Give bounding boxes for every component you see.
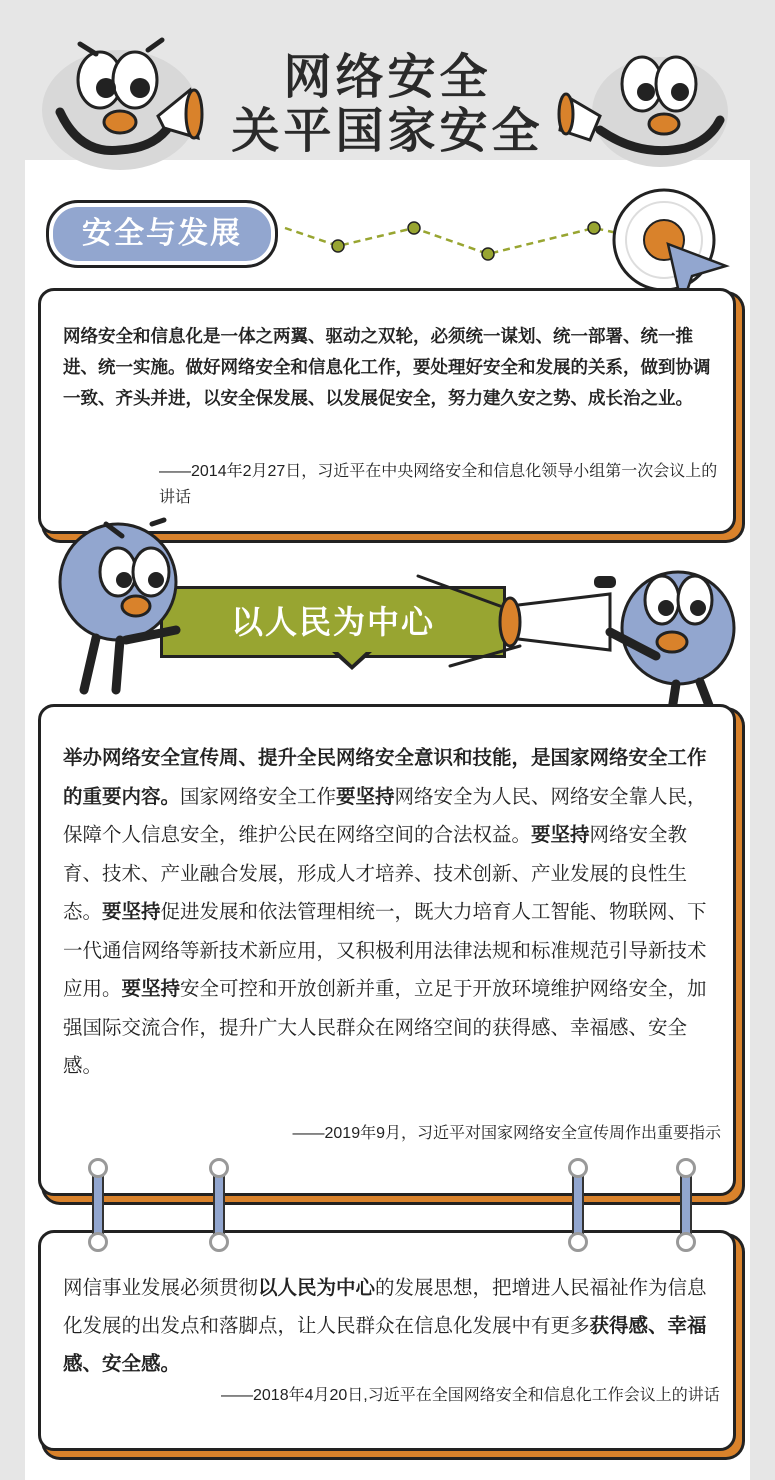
card2-bold-3: 要坚持 [531,824,590,846]
binder-ring [572,1166,584,1244]
binder-ring [680,1166,692,1244]
card3-text-1: 网信事业发展必须贯彻 [63,1277,259,1299]
card3-bold-1: 以人民为中心 [258,1277,376,1299]
card2-bold-4: 要坚持 [102,901,161,923]
mascot-blue-right-icon [600,560,740,720]
card1-body: 网络安全和信息化是一体之两翼、驱动之双轮，必须统一谋划、统一部署、统一推进、统一实施。做好网络安全和信息化工作，要处理好安全和发展的关系，做到协调一致、齐头并进，以安全保发展、以发展促安全，努力建久安之势、成长治之业。 [63,326,711,408]
binder-ring [92,1166,104,1244]
card2-text-3: 网络安全教育、技术、产业融合发展，形成人才培养、技术创新、产业发展的良性生态。 [63,824,688,923]
card2-quote: ——2019年9月，习近平对国家网络安全宣传周作出重要指示 [292,1125,721,1142]
section-label-people-centered: 以人民为中心 [160,586,506,658]
section-label-security-development: 安全与发展 [46,200,278,268]
card2-text-2: 网络安全为人民、网络安全靠人民，保障个人信息安全，维护公民在网络空间的合法权益。 [63,785,707,846]
card2-bold-5: 要坚持 [121,978,181,1000]
card-people-centered [38,704,736,1196]
title-line-2: 关平国家安全 [231,103,544,159]
binder-ring [213,1166,225,1244]
card2-body [63,739,715,1086]
card2-bold-1: 举办网络安全宣传周、提升全民网络安全意识和技能，是国家网络安全工作的重要内容。 [63,747,707,808]
title-line-1: 网络安全 [283,49,492,105]
card3-text-2: 的发展思想，把增进人民福祉作为信息化发展的出发点和落脚点，让人民群众在信息化发展中有更多 [63,1277,707,1337]
card3-quote: ——2018年4月20日,习近平在全国网络安全和信息化工作会议上的讲话 [221,1387,720,1404]
card2-text-4: 促进发展和依法管理相统一，既大力培育人工智能、物联网、下一代通信网络等新技术新应用，又积极利用法律法规和标准规范引导新技术应用。 [63,901,707,1000]
mascot-blue-left-icon [56,520,186,710]
card1-quote: ——2014年2月27日，习近平在中央网络安全和信息化领导小组第一次会议上的讲话 [159,463,718,506]
card3-bold-2: 获得感、幸福感、安全感。 [63,1315,707,1375]
card2-bold-2: 要坚持 [336,785,395,808]
card2-text-1: 国家网络安全工作 [180,785,337,808]
card-security-development [38,288,736,534]
card2-text-5: 安全可控和开放创新并重，立足于开放环境维护网络安全，加强国际交流合作，提升广大人民群众在网络空间的获得感、幸福感、安全感。 [63,978,707,1077]
card-people-centered-development [38,1230,736,1451]
banner-tip-fill [336,650,368,665]
card3-body [63,1269,715,1383]
